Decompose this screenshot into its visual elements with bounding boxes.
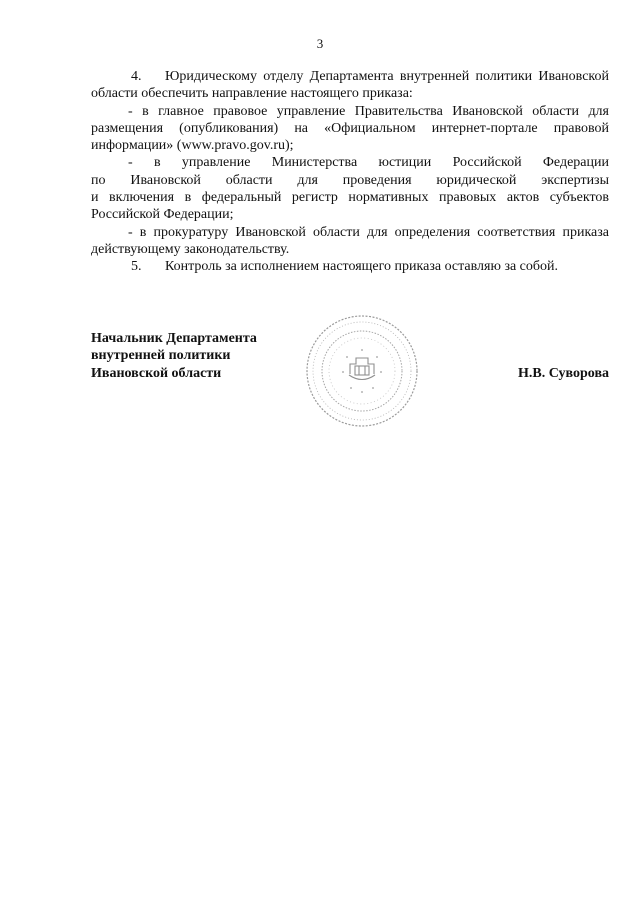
- signer-title-line3: Ивановской области: [91, 365, 222, 381]
- signer-title-line2: внутренней политики: [91, 348, 231, 364]
- signer-name: Н.В. Суворова: [518, 365, 609, 381]
- list-item-ministry-line2: по Ивановской области для проведения юридической экспертизы: [91, 172, 609, 188]
- paragraph-4: [91, 68, 609, 103]
- paragraph-4-text: Юридическому отделу Департамента внутренней политики Ивановской области обеспечить направление настоящего приказа:: [91, 69, 609, 102]
- list-item-ministry-line1: - в управление Министерства юстиции Российской Федерации: [128, 155, 609, 171]
- signer-title-line1: Начальник Департамента: [91, 331, 257, 346]
- paragraph-5-text: Контроль за исполнением настоящего приказа оставляю за собой.: [165, 259, 559, 275]
- list-item-prosecutor: - в прокуратуру Ивановской области для определения соответствия приказа действующему законодательству.: [91, 224, 609, 257]
- page-number: 3: [316, 36, 324, 51]
- paragraph-5-number: 5.: [131, 259, 142, 275]
- paragraph-5: [91, 258, 609, 275]
- paragraph-4-number: 4.: [131, 69, 142, 84]
- seal-stamp: [303, 312, 421, 430]
- list-item-pravo: - в главное правовое управление Правительства Ивановской области для размещения (опубликования) на «Официальном интернет-портале правовой информации» (www.pravo.gov.ru);: [91, 103, 609, 154]
- list-item-ministry-line3: и включения в федеральный регистр нормативных правовых актов субъектов Российской Федерации;: [91, 190, 609, 223]
- document-body: [91, 68, 609, 276]
